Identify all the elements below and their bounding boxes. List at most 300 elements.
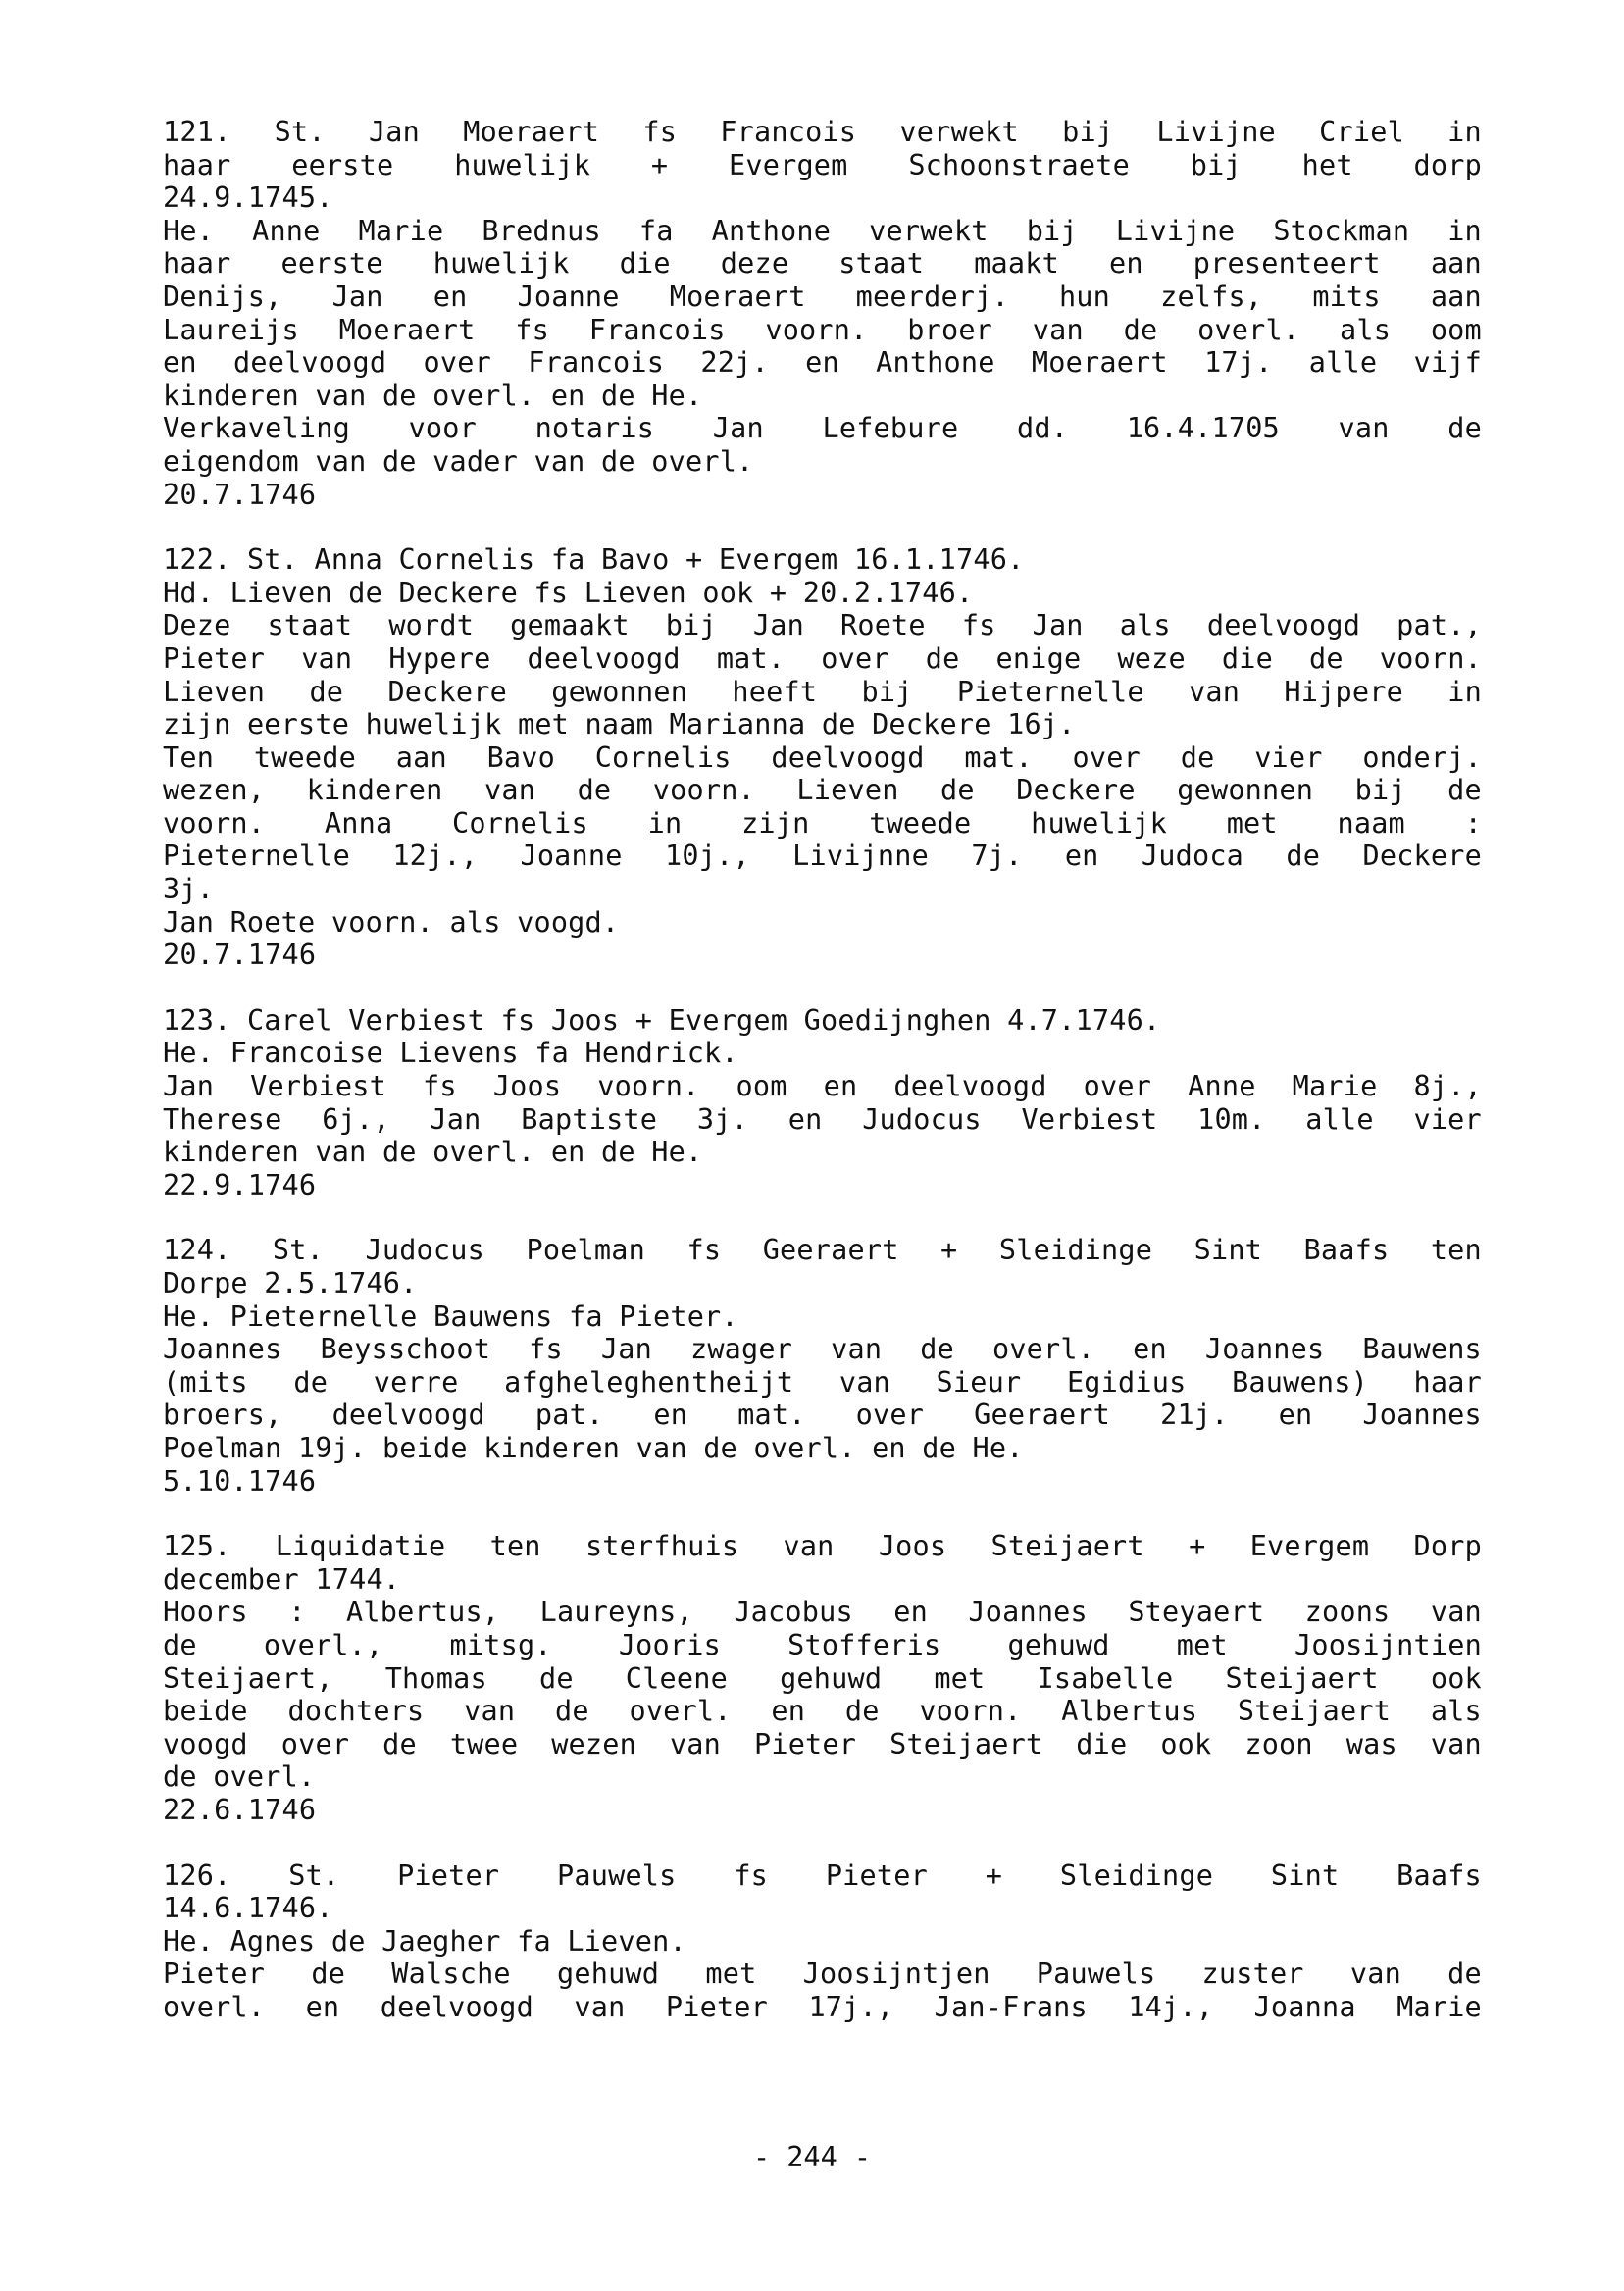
word: Evergem bbox=[718, 543, 838, 577]
word: met bbox=[517, 708, 570, 741]
word: van bbox=[635, 1431, 687, 1464]
word: 8j., bbox=[1413, 1070, 1482, 1103]
word: + bbox=[940, 1234, 958, 1267]
word: Sleidinge bbox=[998, 1234, 1153, 1267]
word: alle bbox=[1308, 346, 1378, 380]
word: de bbox=[1447, 1958, 1482, 1991]
word: Schoonstraete bbox=[908, 148, 1130, 181]
word: Albertus, bbox=[346, 1596, 500, 1629]
word: Agnes bbox=[229, 1924, 316, 1958]
word: Evergem bbox=[668, 1003, 788, 1037]
word: Hoors bbox=[163, 1596, 248, 1629]
word: van bbox=[783, 1530, 835, 1563]
word: dochters bbox=[287, 1695, 425, 1728]
word: : bbox=[1464, 806, 1482, 840]
word: + bbox=[634, 1003, 653, 1037]
word: en bbox=[872, 1431, 906, 1464]
word: overl. bbox=[213, 1760, 316, 1794]
word: Livijnne bbox=[792, 840, 930, 873]
word: met bbox=[705, 1958, 757, 1991]
word: Geeraert bbox=[974, 1399, 1111, 1432]
record-entry bbox=[163, 1004, 1482, 1202]
word: St. bbox=[288, 1858, 340, 1892]
word: fa bbox=[550, 543, 585, 577]
word: Hd. bbox=[163, 576, 215, 609]
word: fs bbox=[533, 576, 569, 609]
word: 19j. bbox=[298, 1431, 367, 1464]
word: Baafs bbox=[1303, 1234, 1390, 1267]
word: de bbox=[163, 1628, 197, 1661]
word: Livijne bbox=[1115, 214, 1236, 247]
word: : bbox=[288, 1596, 306, 1629]
word: Sieur bbox=[936, 1365, 1022, 1399]
word: beide bbox=[381, 1431, 468, 1464]
word: Bauwens bbox=[433, 1299, 553, 1333]
word: Judocus bbox=[862, 1102, 982, 1136]
word: voogd. bbox=[517, 905, 620, 939]
word: ook bbox=[1160, 1727, 1212, 1760]
word: overl. bbox=[651, 444, 754, 478]
word: ten bbox=[489, 1530, 541, 1563]
word: Cornelis bbox=[594, 740, 732, 774]
text-line bbox=[163, 215, 1482, 248]
word: gehuwd bbox=[557, 1958, 660, 1991]
word: Moeraert bbox=[338, 313, 476, 346]
word: vier bbox=[1254, 740, 1323, 774]
word: aan bbox=[1430, 247, 1482, 280]
word: Isabelle bbox=[1037, 1661, 1174, 1695]
word: Brednus bbox=[482, 214, 601, 247]
text-line bbox=[163, 1794, 1482, 1827]
text-line bbox=[163, 1103, 1482, 1137]
word: de bbox=[940, 774, 975, 807]
record-entry bbox=[163, 1530, 1482, 1826]
word: Deckere bbox=[387, 675, 507, 708]
word: en bbox=[1133, 1333, 1167, 1366]
word: zijn bbox=[163, 708, 231, 741]
text-line bbox=[163, 577, 1482, 610]
word: 124. bbox=[163, 1234, 231, 1267]
word: oom bbox=[1430, 313, 1482, 346]
word: 22.6.1746 bbox=[163, 1793, 317, 1826]
word: Denijs, bbox=[163, 280, 282, 313]
word: zelfs, bbox=[1160, 280, 1263, 313]
word: Francois bbox=[588, 313, 726, 346]
record-entry bbox=[163, 1234, 1482, 1498]
word: bij bbox=[665, 609, 717, 642]
word: overl. bbox=[1197, 313, 1300, 346]
word: He. bbox=[163, 1924, 215, 1958]
word: van bbox=[301, 641, 353, 675]
word: en bbox=[550, 1136, 585, 1169]
word: 17j., bbox=[808, 1990, 894, 2023]
text-line bbox=[163, 1399, 1482, 1432]
word: naam bbox=[584, 708, 653, 741]
word: Lefebure bbox=[822, 412, 959, 445]
word: de bbox=[577, 774, 612, 807]
word: Francoise bbox=[229, 1037, 383, 1070]
text-line bbox=[163, 939, 1482, 972]
word: van bbox=[838, 1365, 890, 1399]
word: overl. bbox=[753, 1431, 856, 1464]
word: als bbox=[1340, 313, 1392, 346]
word: vijf bbox=[1413, 346, 1482, 380]
word: dorp bbox=[1413, 148, 1482, 181]
word: He. bbox=[163, 1299, 215, 1333]
text-line bbox=[163, 181, 1482, 215]
text-line bbox=[163, 1366, 1482, 1400]
word: de bbox=[381, 379, 417, 412]
word: maakt bbox=[974, 247, 1059, 280]
word: Joannes bbox=[1204, 1333, 1325, 1366]
word: Verbiest bbox=[348, 1003, 485, 1037]
word: de bbox=[601, 379, 635, 412]
word: fa bbox=[517, 1924, 551, 1958]
word: kinderen bbox=[163, 379, 299, 412]
word: mits bbox=[1312, 280, 1381, 313]
word: en bbox=[305, 1990, 340, 2023]
text-line bbox=[163, 1596, 1482, 1629]
word: van bbox=[831, 1333, 883, 1366]
word: Laureijs bbox=[163, 313, 299, 346]
word: en bbox=[550, 379, 585, 412]
word: huwelijk bbox=[1031, 806, 1167, 840]
word: 122. bbox=[163, 543, 231, 577]
word: de bbox=[703, 1431, 737, 1464]
word: + bbox=[1189, 1530, 1206, 1563]
word: He. bbox=[163, 214, 215, 247]
word: Sint bbox=[1193, 1234, 1263, 1267]
text-line bbox=[163, 247, 1482, 280]
word: vier bbox=[1413, 1102, 1482, 1136]
word: afgheleghentheijt bbox=[504, 1365, 794, 1399]
word: zuster bbox=[1201, 1958, 1304, 1991]
word: de bbox=[381, 1136, 417, 1169]
word: in bbox=[647, 806, 683, 840]
word: Judoca bbox=[1141, 840, 1244, 873]
word: over bbox=[1083, 1070, 1152, 1103]
word: Beysschoot bbox=[320, 1333, 491, 1366]
word: Moeraert bbox=[1031, 346, 1168, 380]
document-body bbox=[163, 116, 1482, 2056]
word: Goedijnghen bbox=[803, 1003, 991, 1037]
word: fs bbox=[529, 1333, 563, 1366]
text-line bbox=[163, 1892, 1482, 1925]
word: van bbox=[484, 774, 536, 807]
word: Stofferis bbox=[787, 1628, 941, 1661]
word: Lieven. bbox=[567, 1924, 686, 1958]
word: deelvoogd bbox=[233, 346, 387, 380]
word: Geeraert bbox=[762, 1234, 899, 1267]
word: de bbox=[330, 1924, 366, 1958]
word: Pieter bbox=[825, 1858, 928, 1892]
text-line bbox=[163, 479, 1482, 512]
word: en bbox=[893, 1596, 928, 1629]
word: Judocus bbox=[365, 1234, 484, 1267]
word: Anthone bbox=[711, 214, 832, 247]
text-line bbox=[163, 412, 1482, 445]
word: van bbox=[1430, 1596, 1482, 1629]
text-line bbox=[163, 1037, 1482, 1070]
word: Deckere bbox=[398, 576, 518, 609]
word: Evergem bbox=[1249, 1530, 1370, 1563]
word: Cleene bbox=[625, 1661, 728, 1695]
word: en bbox=[771, 1695, 806, 1728]
text-line bbox=[163, 1563, 1482, 1597]
word: Marianna bbox=[669, 708, 806, 741]
word: St. bbox=[246, 543, 299, 577]
word: staat bbox=[267, 609, 353, 642]
page-number: - 244 - bbox=[752, 2141, 872, 2173]
word: ten bbox=[1430, 1234, 1482, 1267]
word: deelvoogd bbox=[1206, 609, 1361, 642]
word: Pieter bbox=[163, 641, 266, 675]
word: die bbox=[1076, 1727, 1128, 1760]
word: Verbiest bbox=[1021, 1102, 1158, 1136]
word: Verbiest bbox=[250, 1070, 386, 1103]
word: Jan bbox=[163, 905, 215, 939]
word: en bbox=[1278, 1399, 1313, 1432]
word: Francois bbox=[528, 346, 665, 380]
word: Jan bbox=[430, 1102, 482, 1136]
word: en bbox=[1064, 840, 1099, 873]
word: de bbox=[163, 1760, 197, 1794]
word: Marie bbox=[358, 214, 444, 247]
word: presenteert bbox=[1193, 247, 1381, 280]
word: Pieternelle bbox=[229, 1299, 418, 1333]
text-line bbox=[163, 1991, 1482, 2024]
word: van bbox=[464, 1695, 516, 1728]
word: bij bbox=[1026, 214, 1078, 247]
word: de bbox=[309, 675, 344, 708]
word: en bbox=[653, 1399, 688, 1432]
text-line bbox=[163, 1530, 1482, 1563]
word: zoon bbox=[1244, 1727, 1313, 1760]
word: bij bbox=[861, 675, 913, 708]
word: Jan-Frans bbox=[934, 1990, 1088, 2023]
word: 4.7.1746. bbox=[1007, 1003, 1161, 1037]
word: Bauwens bbox=[1362, 1333, 1482, 1366]
word: van bbox=[669, 1727, 722, 1760]
word: Liquidatie bbox=[275, 1530, 446, 1563]
word: 5.10.1746 bbox=[163, 1464, 317, 1498]
word: weze bbox=[1117, 641, 1186, 675]
word: 1744. bbox=[315, 1562, 401, 1596]
word: Pauwels bbox=[557, 1858, 677, 1892]
word: gehuwd bbox=[780, 1661, 883, 1695]
word: eerste bbox=[246, 708, 350, 741]
word: van bbox=[1349, 1958, 1401, 1991]
word: bij bbox=[1354, 774, 1406, 807]
word: van bbox=[315, 1136, 367, 1169]
word: overl. bbox=[432, 1136, 535, 1169]
text-line bbox=[163, 1333, 1482, 1366]
word: 16j. bbox=[1007, 708, 1076, 741]
text-line bbox=[163, 380, 1482, 413]
word: het bbox=[1301, 148, 1353, 181]
word: fs bbox=[686, 1234, 722, 1267]
word: in bbox=[1447, 116, 1482, 148]
word: de bbox=[601, 444, 635, 478]
word: Poelman bbox=[163, 1431, 282, 1464]
word: Deckere bbox=[872, 708, 991, 741]
word: eerste bbox=[280, 247, 383, 280]
word: huwelijk bbox=[365, 708, 502, 741]
word: Joosijntjen bbox=[802, 1958, 990, 1991]
word: 125. bbox=[163, 1530, 231, 1563]
word: december bbox=[163, 1562, 299, 1596]
word: Deckere bbox=[1016, 774, 1136, 807]
word: gewonnen bbox=[1177, 774, 1314, 807]
word: Deckere bbox=[1362, 840, 1482, 873]
word: aan bbox=[395, 740, 447, 774]
word: de bbox=[1309, 641, 1344, 675]
word: alle bbox=[1305, 1102, 1374, 1136]
word: overl. bbox=[432, 379, 535, 412]
word: vader bbox=[432, 444, 518, 478]
word: aan bbox=[1430, 280, 1482, 313]
word: St. bbox=[272, 1234, 324, 1267]
record-entry bbox=[163, 543, 1482, 972]
word: wezen, bbox=[163, 774, 266, 807]
word: 3j. bbox=[163, 873, 215, 906]
word: Pieter bbox=[397, 1858, 500, 1892]
word: naam bbox=[1337, 806, 1405, 840]
word: eerste bbox=[291, 148, 394, 181]
word: voorn. bbox=[1379, 641, 1482, 675]
word: + bbox=[685, 543, 703, 577]
word: Criel bbox=[1319, 116, 1404, 148]
word: Marie bbox=[1292, 1070, 1378, 1103]
word: Joosijntien bbox=[1294, 1628, 1482, 1661]
word: Pieter bbox=[665, 1990, 769, 2023]
word: Ten bbox=[163, 740, 215, 774]
word: Roete bbox=[229, 905, 316, 939]
word: van bbox=[574, 1990, 626, 2023]
word: de bbox=[348, 576, 382, 609]
text-line bbox=[163, 1465, 1482, 1499]
word: 14.6.1746. bbox=[163, 1892, 333, 1925]
text-line bbox=[163, 346, 1482, 380]
word: 6j., bbox=[322, 1102, 390, 1136]
word: Evergem bbox=[729, 148, 848, 181]
word: Steijaert bbox=[889, 1727, 1043, 1760]
word: de bbox=[1447, 774, 1482, 807]
word: 20.2.1746. bbox=[802, 576, 974, 609]
word: 20.7.1746 bbox=[163, 478, 317, 511]
word: Jacobus bbox=[734, 1596, 853, 1629]
word: verre bbox=[373, 1365, 459, 1399]
word: Steijaert bbox=[1237, 1695, 1392, 1728]
word: 123. bbox=[163, 1003, 231, 1037]
word: Anna bbox=[314, 543, 382, 577]
word: Sleidinge bbox=[1059, 1858, 1214, 1892]
word: kinderen bbox=[483, 1431, 621, 1464]
text-line bbox=[163, 741, 1482, 775]
word: Anthone bbox=[876, 346, 995, 380]
word: + bbox=[985, 1858, 1003, 1892]
text-line bbox=[163, 840, 1482, 873]
word: zoons bbox=[1304, 1596, 1391, 1629]
word: huwelijk bbox=[454, 148, 591, 181]
word: als bbox=[1119, 609, 1171, 642]
word: twee bbox=[449, 1727, 519, 1760]
word: de bbox=[1447, 412, 1482, 445]
text-line bbox=[163, 314, 1482, 347]
word: Cornelis bbox=[452, 806, 588, 840]
word: over bbox=[855, 1399, 925, 1432]
text-line bbox=[163, 1662, 1482, 1696]
word: Cornelis bbox=[398, 543, 535, 577]
word: broers, bbox=[163, 1399, 282, 1432]
word: tweede bbox=[253, 740, 356, 774]
word: 126. bbox=[163, 1858, 231, 1892]
text-line bbox=[163, 708, 1482, 741]
word: Steijaert bbox=[990, 1530, 1144, 1563]
text-line bbox=[163, 543, 1482, 577]
word: overl. bbox=[991, 1333, 1095, 1366]
text-line bbox=[163, 1300, 1482, 1334]
word: overl., bbox=[263, 1628, 383, 1661]
text-line bbox=[163, 116, 1482, 149]
word: en bbox=[432, 280, 468, 313]
word: Jaegher bbox=[381, 1924, 501, 1958]
word: over bbox=[280, 1727, 350, 1760]
text-line bbox=[163, 445, 1482, 479]
record-entry bbox=[163, 1859, 1482, 2024]
word: bij bbox=[1190, 148, 1242, 181]
word: fs bbox=[500, 1003, 535, 1037]
word: fs bbox=[734, 1858, 769, 1892]
word: Bavo bbox=[601, 543, 670, 577]
word: Joanne bbox=[520, 840, 623, 873]
word: over bbox=[821, 641, 889, 675]
word: fs bbox=[642, 116, 678, 148]
word: fs bbox=[515, 313, 549, 346]
word: en bbox=[823, 1070, 858, 1103]
word: mat. bbox=[737, 1399, 806, 1432]
word: Joannes bbox=[968, 1596, 1088, 1629]
word: 24.9.1745. bbox=[163, 181, 333, 215]
word: de bbox=[311, 1958, 346, 1991]
word: Steijaert, bbox=[163, 1661, 333, 1695]
word: de bbox=[1123, 313, 1158, 346]
word: Anna bbox=[324, 806, 393, 840]
word: in bbox=[1447, 675, 1482, 708]
word: met bbox=[1176, 1628, 1228, 1661]
word: 16.1.1746. bbox=[853, 543, 1025, 577]
word: Steijaert bbox=[1225, 1661, 1379, 1695]
text-line bbox=[163, 774, 1482, 807]
word: Jooris bbox=[618, 1628, 721, 1661]
word: Bauwens) bbox=[1232, 1365, 1368, 1399]
word: onderj. bbox=[1362, 740, 1482, 774]
word: He. bbox=[651, 379, 703, 412]
word: en bbox=[805, 346, 839, 380]
word: Francois bbox=[720, 116, 857, 148]
word: voorn. bbox=[163, 806, 266, 840]
word: Anne bbox=[1188, 1070, 1256, 1103]
word: Egidius bbox=[1066, 1365, 1187, 1399]
text-line bbox=[163, 807, 1482, 840]
word: kinderen bbox=[163, 1136, 299, 1169]
word: van bbox=[1430, 1727, 1482, 1760]
word: de bbox=[1180, 740, 1215, 774]
word: enige bbox=[995, 641, 1082, 675]
word: fa bbox=[638, 214, 674, 247]
word: van bbox=[1189, 675, 1241, 708]
word: 2.5.1746. bbox=[264, 1267, 418, 1299]
